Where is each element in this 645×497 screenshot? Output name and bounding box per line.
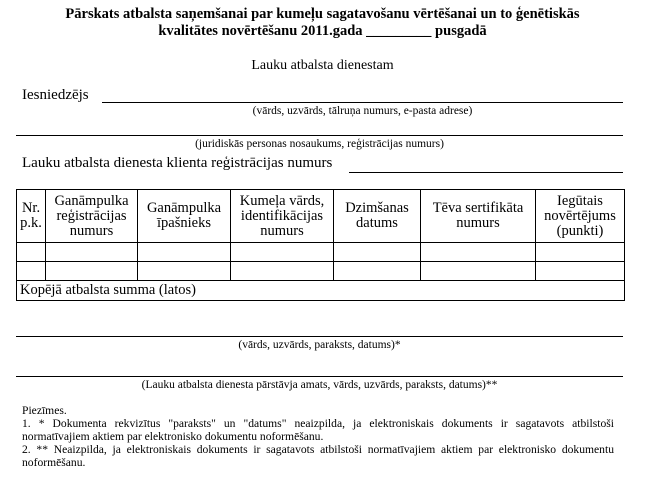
table-cell[interactable] [46, 262, 138, 281]
applicant-signature-field[interactable] [16, 336, 623, 337]
col-header-nr: Nr. p.k. [17, 190, 46, 243]
total-sum-label: Kopējā atbalsta summa (latos) [17, 281, 625, 301]
table-cell[interactable] [334, 243, 421, 262]
table-cell[interactable] [334, 262, 421, 281]
table-cell[interactable] [17, 262, 46, 281]
table-cell[interactable] [17, 243, 46, 262]
horse-table [16, 189, 625, 301]
table-cell[interactable] [138, 243, 231, 262]
table-cell[interactable] [231, 262, 334, 281]
table-row [17, 262, 625, 281]
col-header-herd-reg: Ganāmpulka reģistrācijas numurs [46, 190, 138, 243]
document-title [20, 6, 625, 40]
submitter-field[interactable] [102, 102, 623, 103]
col-header-sire-cert: Tēva sertifikāta numurs [421, 190, 536, 243]
table-cell[interactable] [231, 243, 334, 262]
official-signature-caption: (Lauku atbalsta dienesta pārstāvja amats, vārds, uzvārds, paraksts, datums)** [141, 379, 498, 391]
title-line-2: kvalitātes novērtēšanu 2011.gada _________ pusgadā [158, 23, 487, 39]
table-cell[interactable] [536, 243, 625, 262]
legal-entity-caption: (juridiskās personas nosaukums, reģistrācijas numurs) [195, 138, 444, 150]
col-header-herd-owner: Ganāmpulka īpašnieks [138, 190, 231, 243]
submitter-caption: (vārds, uzvārds, tālruņa numurs, e-pasta adrese) [252, 105, 473, 117]
legal-entity-field[interactable] [16, 135, 623, 136]
applicant-signature-caption: (vārds, uzvārds, paraksts, datums)* [238, 339, 401, 351]
title-line-1: Pārskats atbalsta saņemšanai par kumeļu sagatavošanu vērtēšanai un to ģenētiskās [65, 6, 580, 22]
table-cell[interactable] [421, 243, 536, 262]
table-total-row [17, 281, 625, 301]
col-header-birth-date: Dzimšanas datums [334, 190, 421, 243]
client-reg-field[interactable] [349, 172, 623, 173]
table-row [17, 243, 625, 262]
official-signature-field[interactable] [16, 376, 623, 377]
col-header-score: Iegūtais novērtējums (punkti) [536, 190, 625, 243]
recipient-line: Lauku atbalsta dienestam [251, 58, 394, 73]
table-cell[interactable] [138, 262, 231, 281]
col-header-foal-id: Kumeļa vārds, identifikācijas numurs [231, 190, 334, 243]
note-1: 1. * Dokumenta rekvizītus "paraksts" un "datums" neaizpilda, ja elektroniskais dokuments ir sagatavots atbilstoši normatīvajiem aktiem par elektronisko dokumentu noformēšanu. [22, 417, 614, 443]
submitter-label: Iesniedzējs [22, 87, 89, 103]
client-reg-label: Lauku atbalsta dienesta klienta reģistrācijas numurs [22, 155, 333, 171]
notes-section [22, 404, 614, 469]
table-cell[interactable] [46, 243, 138, 262]
note-2: 2. ** Neaizpilda, ja elektroniskais dokuments ir sagatavots atbilstoši normatīvajiem aktiem par elektronisko dokumentu noformēšanu. [22, 443, 614, 469]
table-header-row [17, 190, 625, 243]
table-cell[interactable] [536, 262, 625, 281]
notes-heading: Piezīmes. [22, 404, 67, 417]
table-cell[interactable] [421, 262, 536, 281]
